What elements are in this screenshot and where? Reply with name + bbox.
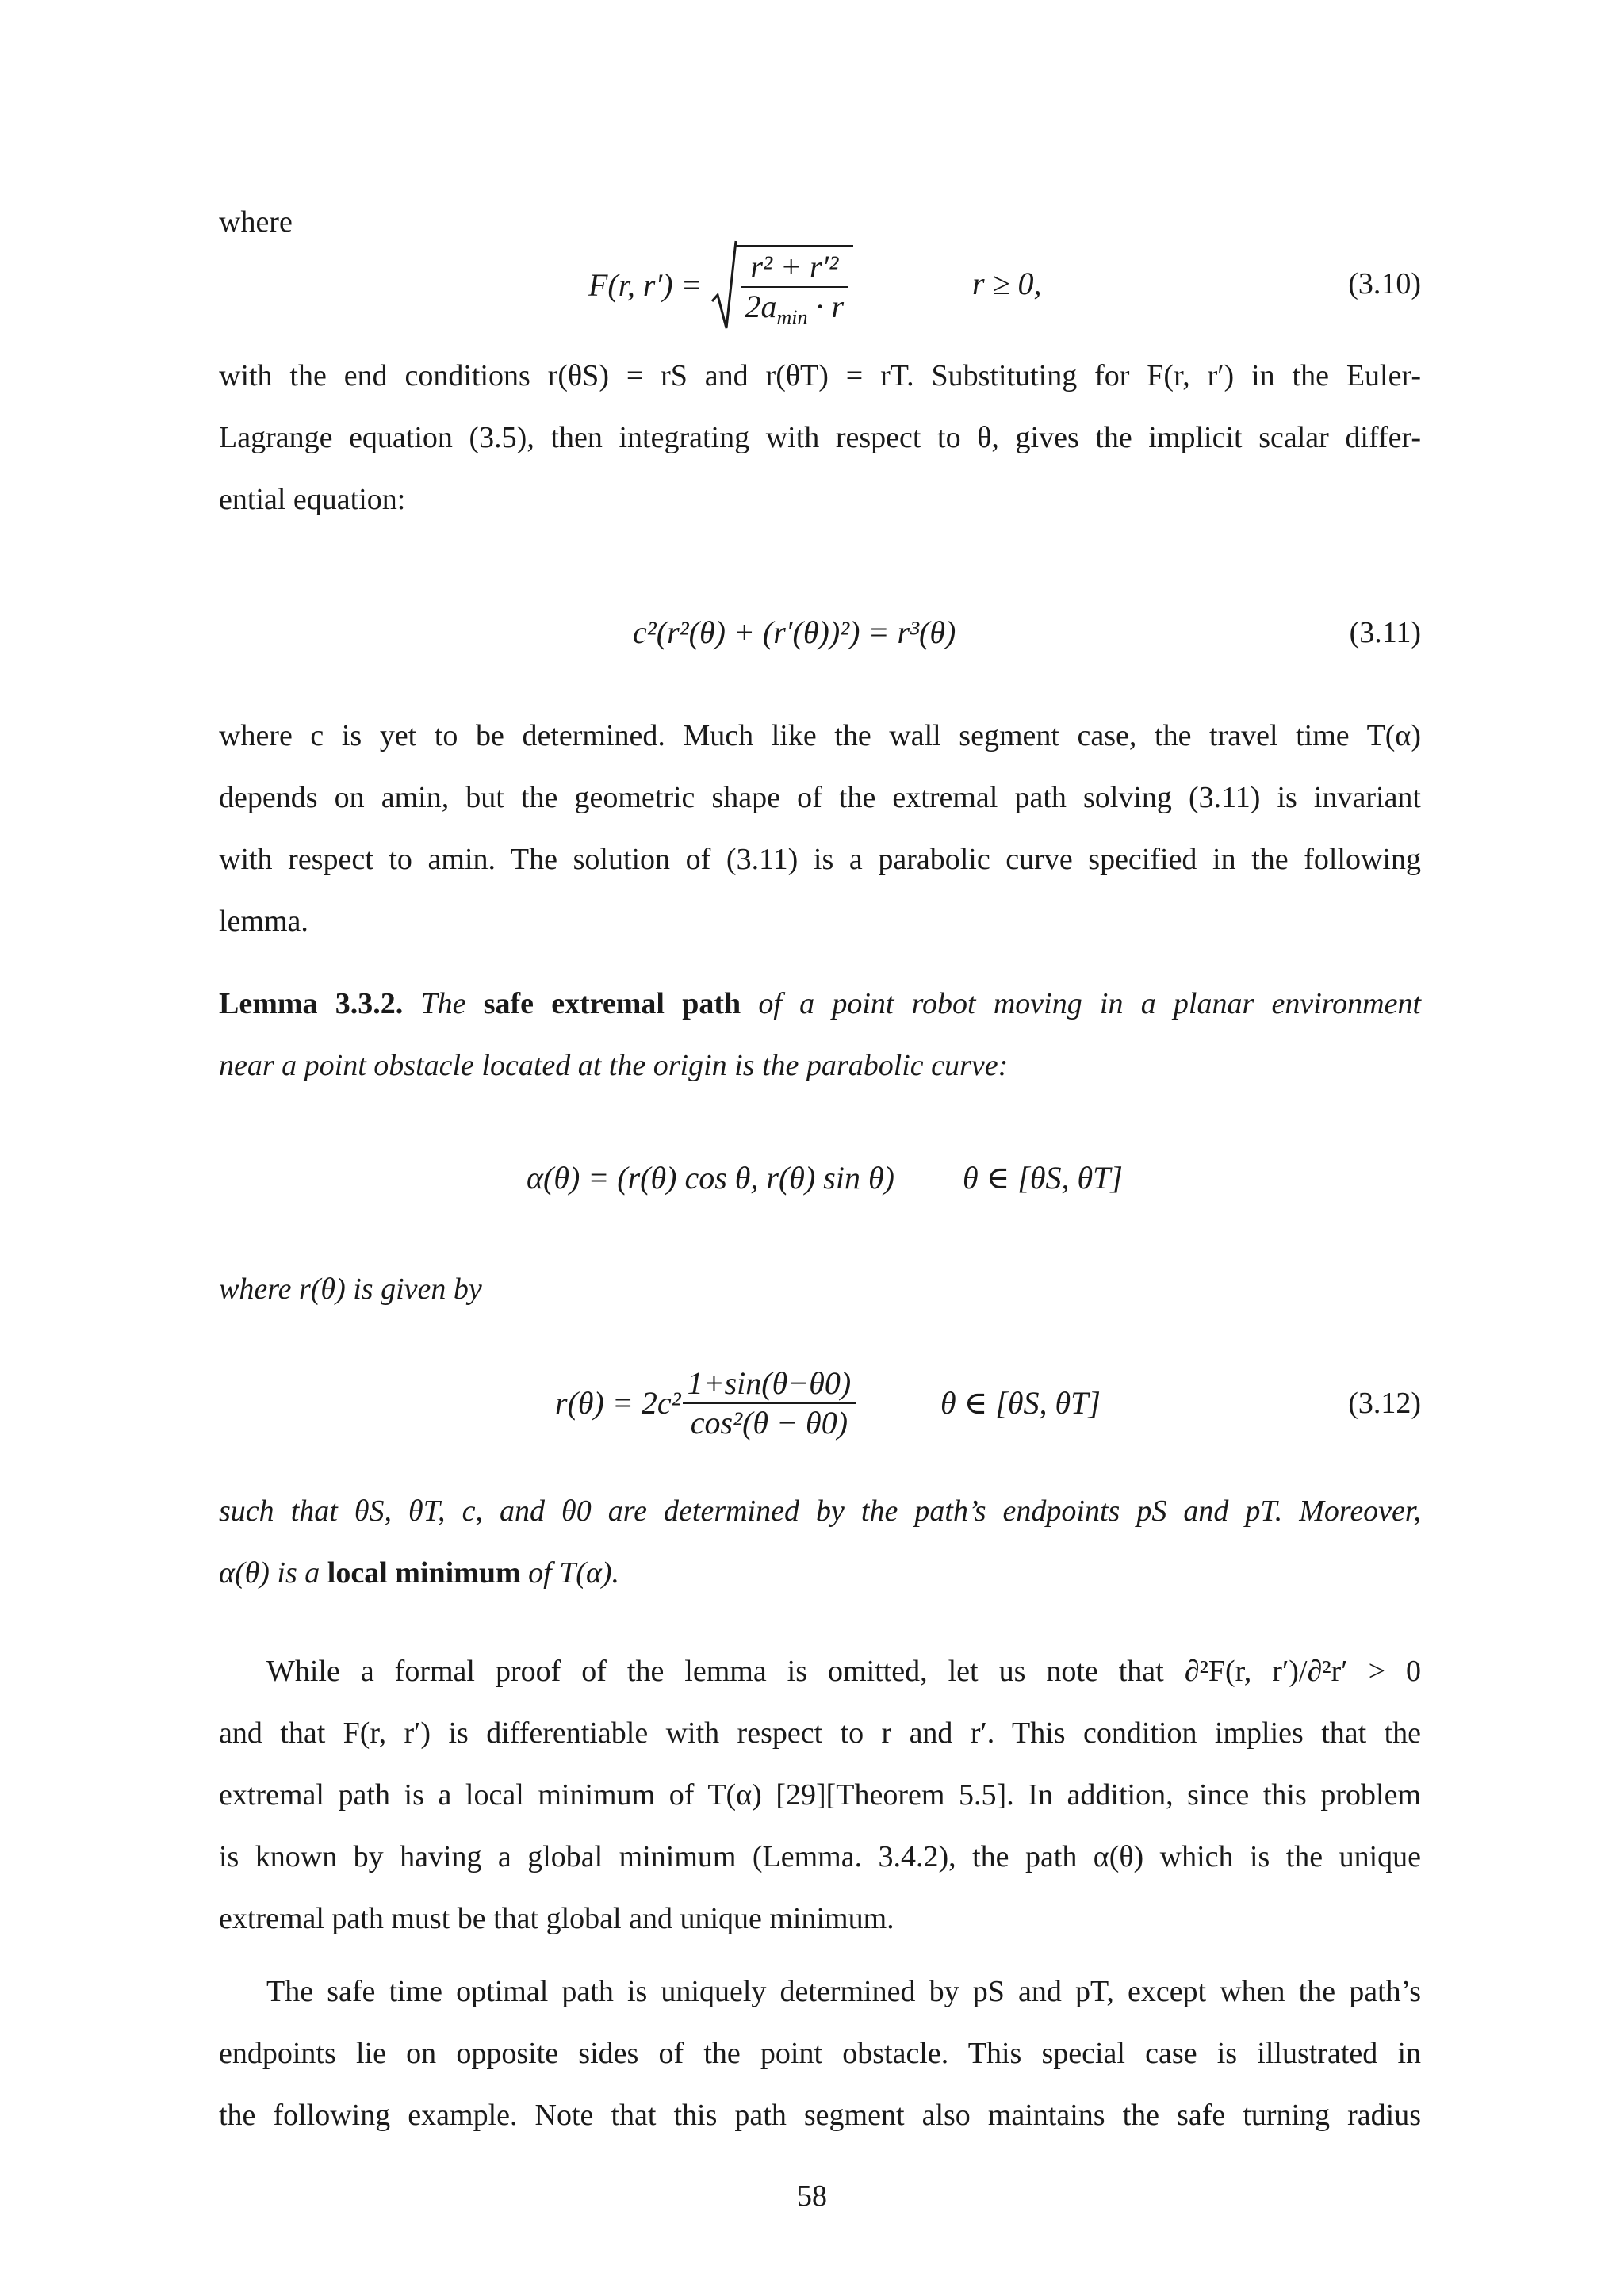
lemma-line4-a: α(θ) is a — [219, 1556, 320, 1590]
lemma-line1 — [219, 985, 1421, 1023]
para3-line1: While a formal proof of the lemma is omitted, let us note that ∂²F(r, r′)/∂²r′ > 0 — [266, 1655, 1421, 1688]
lemma-line1-c: of a point robot moving in a planar environment — [758, 987, 1422, 1020]
lemma-line4-bold: local minimum — [327, 1556, 521, 1590]
lemma-line1-bold: safe extremal path — [483, 987, 741, 1020]
equation-alpha: α(θ) = (r(θ) cos θ, r(θ) sin θ) — [527, 1160, 894, 1196]
eq-3-10-condition: r ≥ 0, — [972, 266, 1042, 301]
lemma-line4-c: of T(α). — [528, 1556, 620, 1590]
eq-3-10-denominator-b: · r — [807, 289, 845, 324]
para4-line1: The safe time optimal path is uniquely determined by pS and pT, except when the path’s — [266, 1975, 1421, 2008]
eq-3-12-denominator: cos²(θ − θ0) — [690, 1405, 848, 1441]
page-number: 58 — [797, 2179, 827, 2213]
eq-3-11-number: (3.11) — [1349, 616, 1421, 649]
eq-3-12-condition: θ ∈ [θS, θT] — [940, 1385, 1101, 1421]
eq-3-10-denominator-a: 2a — [745, 289, 777, 324]
para2-line4: lemma. — [219, 905, 308, 938]
para3-line3: extremal path is a local minimum of T(α) [29][Theorem 5.5]. In addition, since this problem — [219, 1778, 1421, 1812]
para4-line3: the following example. Note that this path segment also maintains the safe turning radius — [219, 2099, 1421, 2132]
para1-line3: ential equation: — [219, 483, 406, 516]
lemma-line3: such that θS, θT, c, and θ0 are determined by the path’s endpoints pS and pT. Moreover, — [219, 1494, 1421, 1528]
text-where: where — [219, 205, 293, 239]
para2-line2: depends on amin, but the geometric shape of the extremal path solving (3.11) is invariant — [219, 781, 1421, 814]
lemma-where-r: where r(θ) is given by — [219, 1272, 482, 1306]
lemma-line2: near a point obstacle located at the origin is the parabolic curve: — [219, 1049, 1009, 1082]
lemma-line1-a: The — [420, 987, 466, 1020]
para1-line2: Lagrange equation (3.5), then integrating with respect to θ, gives the implicit scalar differ- — [219, 421, 1421, 454]
eq-3-12-number: (3.12) — [1348, 1387, 1421, 1420]
para2-line3: with respect to amin. The solution of (3.11) is a parabolic curve specified in the following — [219, 843, 1421, 876]
eq-3-12-numerator: 1+sin(θ−θ0) — [683, 1364, 856, 1404]
eq-3-10-numerator: r² + r′² — [741, 248, 849, 288]
lemma-line4 — [219, 1554, 619, 1592]
para2-line1: where c is yet to be determined. Much like the wall segment case, the travel time T(α) — [219, 719, 1421, 752]
eq-3-10-number: (3.10) — [1348, 267, 1421, 300]
equation-3-11: c²(r²(θ) + (r′(θ))²) = r³(θ) — [633, 614, 956, 650]
para3-line5: extremal path must be that global and unique minimum. — [219, 1902, 894, 1935]
eq-3-12-lhs: r(θ) = 2c² — [555, 1385, 681, 1421]
para1-line1: with the end conditions r(θS) = rS and r(θT) = rT. Substituting for F(r, r′) in the Euler- — [219, 359, 1421, 392]
para4-line2: endpoints lie on opposite sides of the point obstacle. This special case is illustrated in — [219, 2037, 1421, 2070]
equation-3-10 — [588, 238, 853, 333]
para3-line4: is known by having a global minimum (Lemma. 3.4.2), the path α(θ) which is the unique — [219, 1840, 1421, 1873]
para3-line2: and that F(r, r′) is differentiable with respect to r and r′. This condition implies that the — [219, 1716, 1421, 1750]
sqrt-symbol — [710, 239, 854, 331]
radical-sign-icon — [710, 239, 737, 331]
equation-alpha-condition: θ ∈ [θS, θT] — [963, 1160, 1123, 1196]
equation-3-12 — [555, 1364, 856, 1443]
eq-3-10-denominator-sub: min — [776, 306, 808, 329]
eq-3-10-lhs: F(r, r′) = — [588, 267, 703, 303]
lemma-label: Lemma 3.3.2. — [219, 987, 404, 1020]
